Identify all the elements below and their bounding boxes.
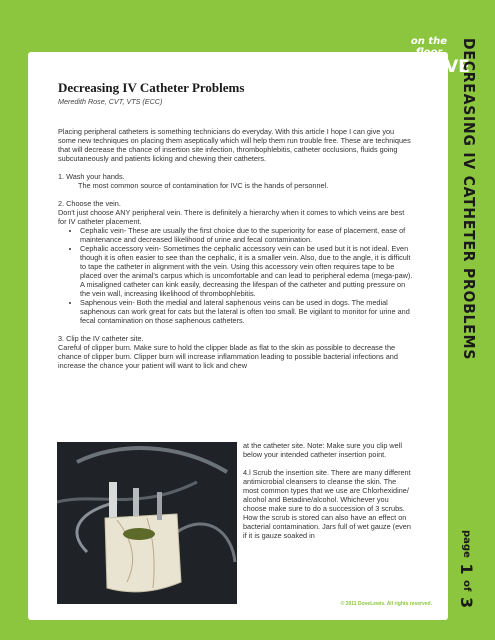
page-of: of [461, 580, 472, 592]
article-author: Meredith Rose, CVT, VTS (ECC) [58, 97, 163, 106]
step1-heading: 1. Wash your hands. [58, 172, 125, 181]
brand-line1: on the floor [410, 36, 448, 58]
vein-list-item: • Saphenous vein- Both the medial and lateral saphenous veins can be used in dogs. The medial saphenous can work great for cats but the lateral is often too small. Be vigilant to monitor for urine and fecal contamination on those saphenous catheters. [80, 298, 413, 325]
page-prefix: page [461, 530, 472, 558]
intro-paragraph: Placing peripheral catheters is something technicians do everyday. With this article I hope I can give you some new techniques on placing them aseptically which will help them run trouble free. These are techniques that will decrease the chance of insertion site infection, thrombophlebitis, catheter occlusions, fluids going subcutaneously and patients licking and chewing their catheters. [58, 127, 411, 163]
step4-paragraph: 4.l Scrub the insertion site. There are many different antimicrobial cleansers to cleanse the skin. The most common types that we use are Chlorhexidine/ alcohol and Betadine/alcohol. Whichever you choose make sure to do a succession of 3 scrubs. How the scrub is stored can also have an effect on bacterial contamination. Jars full of wet gauze (even if it is gauze soaked in [243, 468, 411, 540]
page-indicator [450, 530, 476, 610]
page-number: 1 [457, 563, 476, 575]
article-body [58, 80, 413, 370]
article-title: Decreasing IV Catheter Problems [58, 80, 245, 95]
step3-body: Careful of clipper burn. Make sure to hold the clipper blade as flat to the skin as possible to decrease the chance of clipper burn. Clipper burn will increase inflammation leading to possible bacterial infections and increase the chance your patient will want to lick and chew [58, 343, 398, 370]
step3-continuation: at the catheter site. Note: Make sure you clip well below your intended catheter insertion point. [243, 441, 402, 459]
vein-list-item: • Cephalic vein- These are usually the first choice due to the superiority for ease of placement, ease of maintenance and decreased likelihood of urine and fecal contamination. [80, 226, 413, 244]
catheter-bag-illustration [57, 442, 237, 604]
brand-line2: @DOVE [400, 57, 470, 77]
step2-body: Don't just choose ANY peripheral vein. There is definitely a hierarchy when it comes to which veins are best for IV catheter placement. [58, 208, 405, 226]
step3-heading: 3. Clip the IV catheter site. [58, 334, 144, 343]
vein-list-item: • Cephalic accessory vein- Sometimes the cephalic accessory vein can be used but it is not ideal. Even though it is often easier to see than the cephalic, it is a smaller vein. Also, due to the angle, it is difficult to tape the catheter in alignment with the vein. Using this accessory vein often requires tape to be placed over the animal's carpus which is uncomfortable and can lead to peripheral edema (mega-paw). A misaligned catheter can kink easily, decreasing the lifespan of the catheter and putting pressure on the vein wall, increasing likelihood of thrombophlebitis. [80, 244, 413, 298]
copyright-notice: © 2011 DoveLewis. All rights reserved. [340, 601, 432, 607]
page-total: 3 [457, 596, 476, 609]
catheter-bag-photo [57, 442, 237, 604]
right-column-text [243, 441, 413, 540]
vertical-title: DECREASING IV CATHETER PROBLEMS [460, 38, 478, 361]
vein-list [58, 226, 413, 325]
step2-heading: 2. Choose the vein. [58, 199, 121, 208]
step1-body: The most common source of contamination for IVC is the hands of personnel. [78, 181, 329, 190]
